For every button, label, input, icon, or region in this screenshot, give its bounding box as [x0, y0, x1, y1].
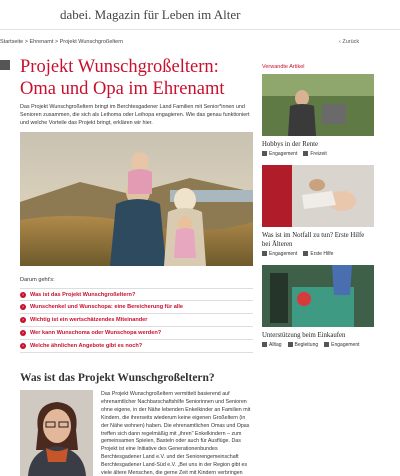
tag-label: Engagement [269, 151, 298, 157]
related-card[interactable] [262, 74, 374, 157]
tag-icon [262, 151, 267, 156]
back-link-label: Zurück [342, 39, 360, 45]
tag[interactable] [303, 151, 326, 157]
card-photo [262, 74, 374, 136]
section-body-text: Das Projekt Wunschgroßeltern vermittelt basierend auf ehrenamtlicher Nachbarschaftshilfe Seniorinnen und Senioren ohne eigene, in der Nähe lebenden Enkelkinder an Familien mit Kindern, die ihrerseits wiederum keine eigenen Großeltern (in der Nähe wohnen) haben. Die ehrenamtlichen Omas und Opas treffen sich dann regelmäßig mit „ihren" Enkelkindern – zum gemeinsamen Spielen, Basteln oder auch für Ausflüge. Das Projekt ist eine Initiative des Generationenbundes Berchtesgadener Land e.V. und der Seniorengemeinschaft Berchtesgadener Land-Süd e.V. „Bei uns in der Region gibt es viele ältere Menschen, die gerne Zeit mit Kindern verbringen [101, 391, 251, 476]
author-portrait [20, 390, 93, 476]
hero-image [20, 132, 253, 266]
breadcrumb-bar [0, 37, 400, 49]
section-body [101, 391, 253, 476]
portrait-photo [20, 390, 93, 476]
top-bar [0, 0, 400, 30]
toc-item[interactable] [20, 340, 253, 353]
article-intro: Das Projekt Wunschgroßeltern bringt im Berchtesgadener Land Familien mit Senior*innen und Senioren zusammen, die sich als Leihoma oder Leihopa engagieren. Wie das genau funktioniert und welche Vorteile das Projekt bringt, erklären wir hier. [20, 104, 250, 126]
chevron-right-icon: › [20, 343, 26, 349]
tag[interactable] [262, 251, 297, 257]
card-title: Hobbys in der Rente [262, 141, 319, 148]
breadcrumb[interactable]: Startseite > Ehrenamt > Projekt Wunschgroßeltern [0, 39, 124, 45]
tag-label: Begleitung [294, 342, 319, 348]
related-articles [262, 64, 374, 356]
toc-item-label: Wer kann Wunschoma oder Wunschopa werden? [30, 330, 162, 336]
section-heading: Was ist das Projekt Wunschgroßeltern? [20, 372, 215, 384]
tag[interactable] [288, 342, 319, 348]
tag[interactable] [262, 342, 282, 348]
chevron-right-icon: › [20, 330, 26, 336]
tag-icon [288, 342, 293, 347]
site-brand[interactable]: dabei. Magazin für Leben im Alter [60, 7, 241, 22]
related-card[interactable] [262, 265, 374, 348]
tag-label: Engagement [331, 342, 360, 348]
tag-icon [262, 251, 267, 256]
hero-photo [20, 132, 253, 266]
chevron-right-icon: › [20, 304, 26, 310]
tag-label: Alltag [269, 342, 282, 348]
card-image [262, 165, 374, 227]
tag-label: Engagement [269, 251, 298, 257]
card-title: Was ist im Notfall zu tun? Erste Hilfe bei Älteren [262, 232, 365, 248]
chevron-right-icon: › [20, 292, 26, 298]
toc-item-label: Wichtig ist ein wertschätzendes Miteinander [30, 317, 148, 323]
tag-icon [262, 342, 267, 347]
card-tags [262, 151, 374, 157]
toc-item[interactable] [20, 288, 253, 301]
toc-item-label: Wunschenkel und Wunschopa: eine Bereicherung für alle [30, 304, 184, 310]
toc-item-label: Welche ähnlichen Angebote gibt es noch? [30, 343, 143, 349]
card-image [262, 74, 374, 136]
tag-icon [303, 251, 308, 256]
toc-item[interactable] [20, 301, 253, 314]
card-photo [262, 265, 374, 327]
card-title: Unterstützung beim Einkaufen [262, 332, 346, 339]
card-photo [262, 165, 374, 227]
toc-item[interactable] [20, 314, 253, 327]
card-image [262, 265, 374, 327]
tag[interactable] [324, 342, 359, 348]
toc-item-label: Was ist das Projekt Wunschgroßeltern? [30, 291, 136, 298]
sidebar-heading: Verwandte Artikel [262, 64, 305, 70]
tag[interactable] [303, 251, 333, 257]
toc-label: Darum geht's: [20, 277, 55, 283]
share-icon[interactable] [0, 60, 10, 70]
tag-icon [324, 342, 329, 347]
related-card[interactable] [262, 165, 374, 257]
card-tags [262, 342, 374, 348]
tag-label: Freizeit [310, 151, 327, 157]
tag-label: Erste Hilfe [310, 251, 334, 257]
page-title: Projekt Wunschgroßeltern: Oma und Opa im Ehrenamt [20, 57, 225, 99]
toc-item[interactable] [20, 327, 253, 340]
back-link[interactable]: ‹ Zurück [339, 39, 360, 45]
card-tags [262, 251, 374, 257]
table-of-contents [20, 288, 253, 353]
tag-icon [303, 151, 308, 156]
tag[interactable] [262, 151, 297, 157]
chevron-right-icon: › [20, 317, 26, 323]
